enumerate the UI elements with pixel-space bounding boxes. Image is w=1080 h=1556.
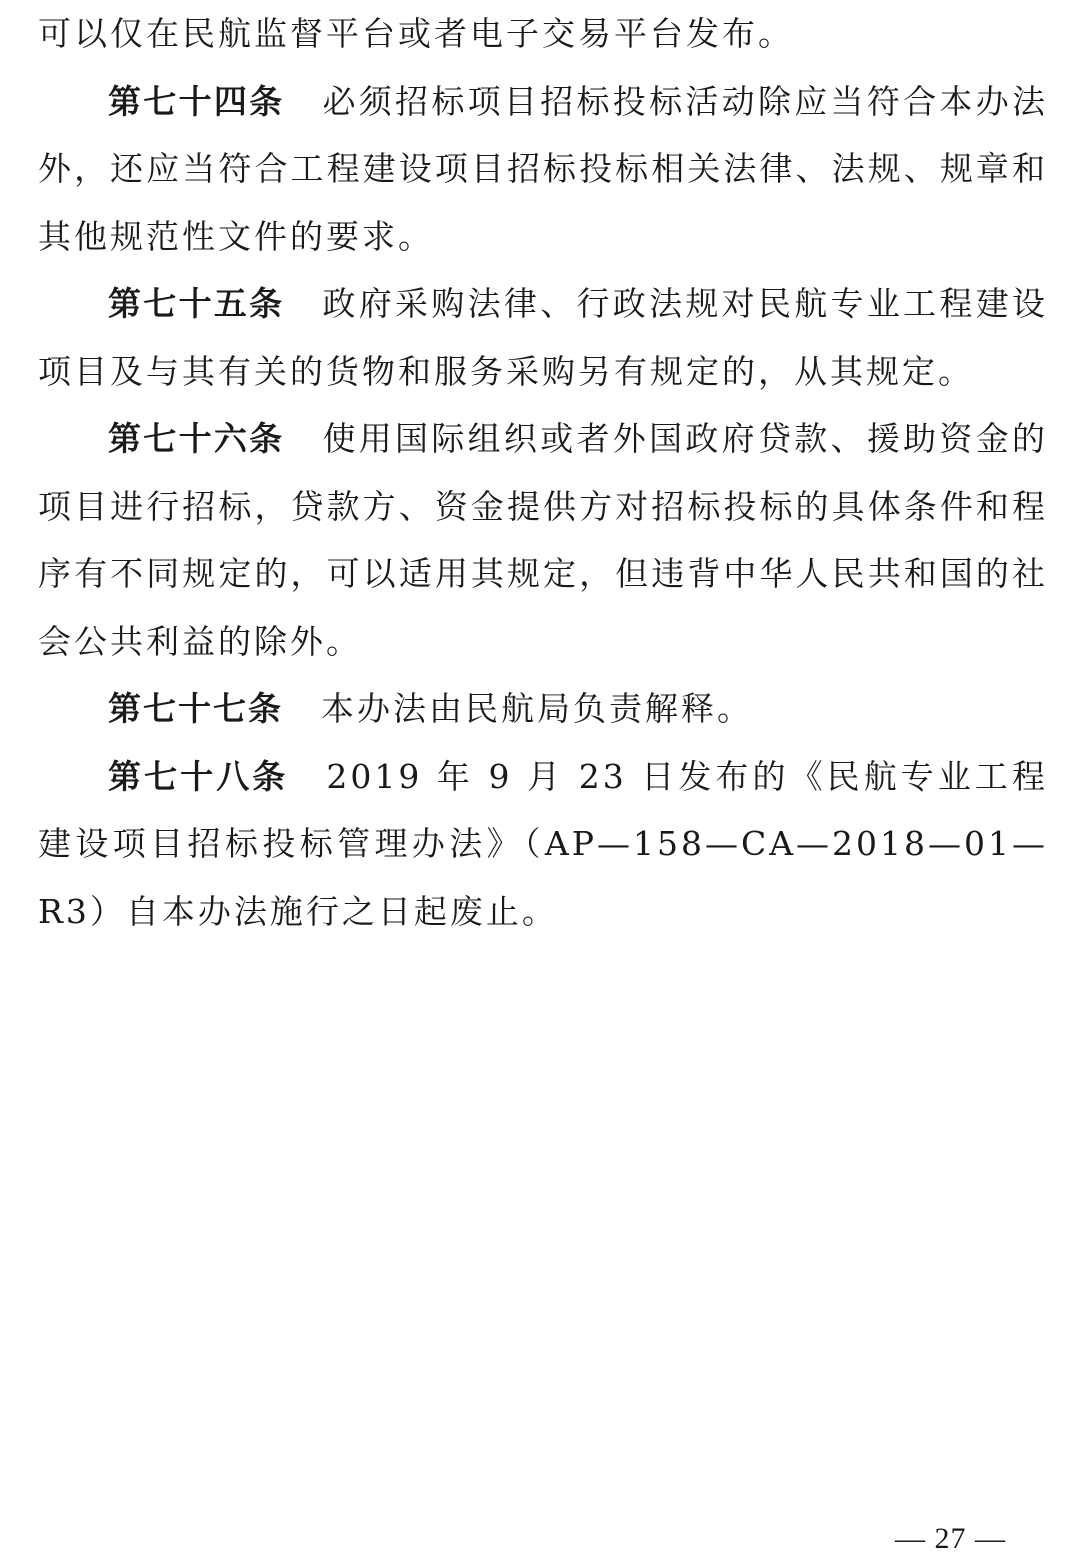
- article-74: [38, 68, 1048, 271]
- article-body: 政府采购法律、行政法规对民航专业工程建设项目及与其有关的货物和服务采购另有规定的，从其规定。: [38, 284, 1049, 391]
- continuation-paragraph: 可以仅在民航监督平台或者电子交易平台发布。: [38, 14, 794, 53]
- article-body: 2019 年 9 月 23 日发布的《民航专业工程建设项目招标投标管理办法》（AP—158—CA—2018—01—R3）自本办法施行之日起废止。: [38, 756, 1048, 931]
- article-75: [38, 270, 1048, 405]
- article-76: [38, 405, 1048, 675]
- article-heading: 第七十六条: [108, 419, 285, 458]
- article-body: 必须招标项目招标投标活动除应当符合本办法外，还应当符合工程建设项目招标投标相关法律、法规、规章和其他规范性文件的要求。: [38, 81, 1049, 256]
- article-77: [38, 675, 1048, 743]
- article-78: [38, 743, 1048, 946]
- article-body: 本办法由民航局负责解释。: [321, 689, 753, 728]
- page-number: — 27 —: [895, 1522, 1006, 1555]
- article-body: 使用国际组织或者外国政府贷款、援助资金的项目进行招标，贷款方、资金提供方对招标投标的具体条件和程序有不同规定的，可以适用其规定，但违背中华人民共和国的社会公共利益的除外。: [38, 419, 1049, 661]
- article-heading: 第七十四条: [108, 81, 285, 121]
- article-heading: 第七十七条: [108, 689, 283, 728]
- document-body: [38, 0, 1048, 945]
- article-heading: 第七十八条: [108, 756, 289, 796]
- article-heading: 第七十五条: [108, 284, 285, 323]
